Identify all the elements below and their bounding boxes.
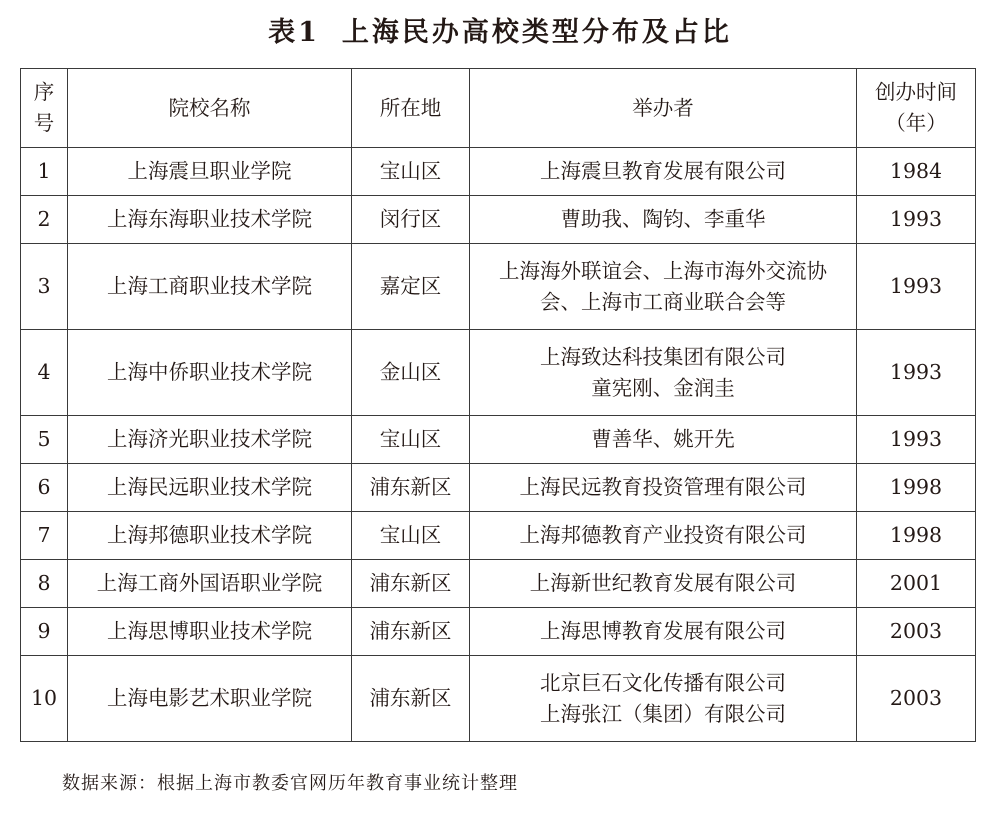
cell-name: 上海工商职业技术学院 [68,244,352,330]
header-seq-line1: 序 [33,80,55,104]
cell-organizer [470,608,857,656]
table-row [21,512,976,560]
cell-name: 上海中侨职业技术学院 [68,330,352,416]
cell-name: 上海邦德职业技术学院 [68,512,352,560]
organizer-line: 曹助我、陶钧、李重华 [560,207,766,231]
cell-year: 2003 [857,656,976,742]
organizer-line: 上海张江（集团）有限公司 [540,701,786,726]
cell-location: 浦东新区 [352,656,470,742]
colleges-table [20,68,976,742]
cell-location: 宝山区 [352,416,470,464]
cell-seq: 3 [21,244,68,330]
data-source-note: 数据来源：根据上海市教委官网历年教育事业统计整理 [62,773,518,794]
cell-year: 1993 [857,330,976,416]
cell-seq: 5 [21,416,68,464]
cell-year: 1993 [857,196,976,244]
table-row [21,464,976,512]
cell-organizer [470,512,857,560]
organizer-line: 上海民远教育投资管理有限公司 [519,475,807,499]
cell-location: 闵行区 [352,196,470,244]
organizer-line: 上海邦德教育产业投资有限公司 [519,523,807,547]
cell-organizer [470,148,857,196]
table-header-row [21,69,976,148]
header-seq [21,69,68,148]
cell-location: 浦东新区 [352,464,470,512]
cell-seq: 1 [21,148,68,196]
cell-year: 2001 [857,560,976,608]
cell-location: 宝山区 [352,512,470,560]
organizer-line: 上海新世纪教育发展有限公司 [529,571,797,595]
organizer-line: 童宪刚、金润圭 [591,375,735,400]
cell-seq: 4 [21,330,68,416]
cell-year: 1998 [857,512,976,560]
table-row [21,196,976,244]
cell-organizer [470,244,857,330]
header-name: 院校名称 [68,69,352,148]
header-seq-line2: 号 [33,111,55,135]
organizer-line: 上海海外联谊会、上海市海外交流协 [499,258,827,283]
cell-location: 金山区 [352,330,470,416]
organizer-line: 上海思博教育发展有限公司 [540,619,786,643]
cell-name: 上海震旦职业学院 [68,148,352,196]
table-row [21,608,976,656]
cell-seq: 6 [21,464,68,512]
table-row [21,416,976,464]
table-number: 表1 [268,17,320,48]
cell-name: 上海济光职业技术学院 [68,416,352,464]
cell-organizer [470,656,857,742]
header-founded [857,69,976,148]
header-organizer: 举办者 [470,69,857,148]
organizer-line: 上海震旦教育发展有限公司 [540,159,786,183]
cell-seq: 9 [21,608,68,656]
cell-name: 上海民远职业技术学院 [68,464,352,512]
cell-seq: 10 [21,656,68,742]
organizer-line: 曹善华、姚开先 [591,427,735,451]
table-title [0,10,1000,49]
table-body [21,148,976,742]
cell-year: 1984 [857,148,976,196]
cell-seq: 2 [21,196,68,244]
cell-organizer [470,330,857,416]
cell-location: 宝山区 [352,148,470,196]
organizer-line: 上海致达科技集团有限公司 [540,344,786,369]
cell-organizer [470,464,857,512]
cell-year: 1993 [857,416,976,464]
table-caption: 上海民办高校类型分布及占比 [341,17,732,48]
cell-organizer [470,560,857,608]
cell-name: 上海工商外国语职业学院 [68,560,352,608]
header-founded-line2: （年） [885,111,947,135]
cell-location: 浦东新区 [352,608,470,656]
cell-name: 上海电影艺术职业学院 [68,656,352,742]
cell-year: 2003 [857,608,976,656]
cell-name: 上海东海职业技术学院 [68,196,352,244]
table-row [21,330,976,416]
cell-seq: 7 [21,512,68,560]
header-location: 所在地 [352,69,470,148]
table-row [21,148,976,196]
cell-organizer [470,196,857,244]
cell-name: 上海思博职业技术学院 [68,608,352,656]
organizer-line: 会、上海市工商业联合会等 [540,289,786,314]
cell-location: 嘉定区 [352,244,470,330]
cell-location: 浦东新区 [352,560,470,608]
organizer-line: 北京巨石文化传播有限公司 [540,670,786,695]
cell-year: 1993 [857,244,976,330]
table-row [21,560,976,608]
header-founded-line1: 创办时间 [875,80,957,104]
cell-year: 1998 [857,464,976,512]
cell-seq: 8 [21,560,68,608]
table-row [21,656,976,742]
cell-organizer [470,416,857,464]
table-row [21,244,976,330]
